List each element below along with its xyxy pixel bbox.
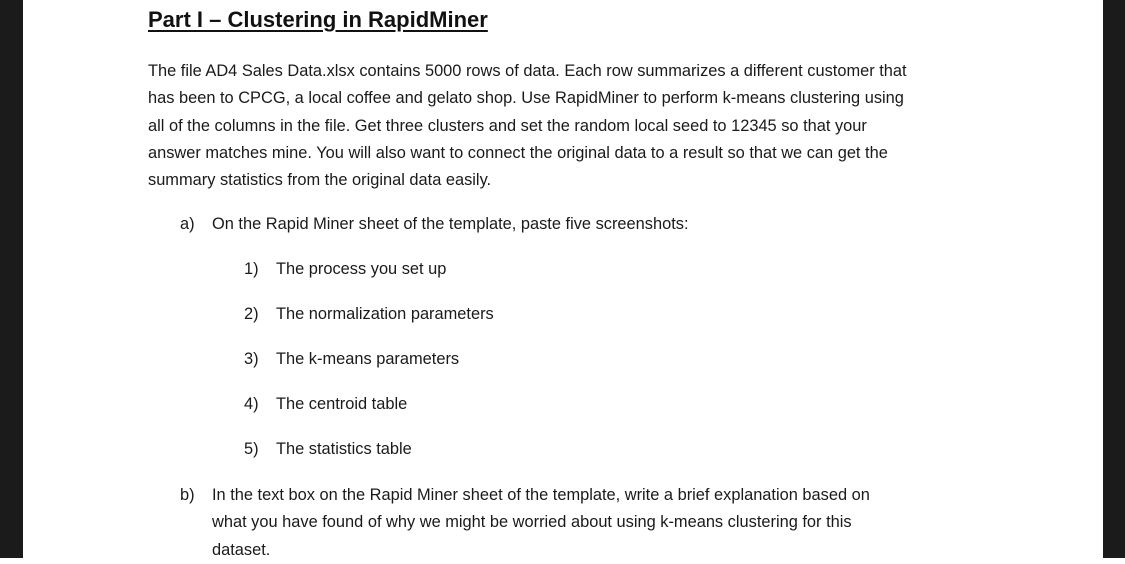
intro-line: has been to CPCG, a local coffee and gelato shop. Use RapidMiner to perform k-means clustering using	[148, 89, 904, 108]
task-line: what you have found of why we might be worried about using k-means clustering for this	[212, 513, 852, 532]
intro-line: summary statistics from the original data easily.	[148, 171, 492, 190]
intro-line: all of the columns in the file. Get three clusters and set the random local seed to 12345 so that your	[148, 116, 867, 135]
subitem-text: The k-means parameters	[276, 350, 460, 368]
subitem-text: The normalization parameters	[276, 305, 494, 323]
subitem-text: The process you set up	[276, 260, 447, 278]
task-line: In the text box on the Rapid Miner sheet of the template, write a brief explanation based on	[212, 486, 870, 504]
subitem-marker: 2)	[244, 305, 259, 323]
task-marker: a)	[180, 215, 195, 233]
task-text	[212, 482, 870, 564]
task-text: On the Rapid Miner sheet of the template, paste five screenshots:	[212, 215, 689, 233]
right-dark-margin	[1103, 0, 1125, 558]
task-line: dataset.	[212, 540, 271, 559]
task-marker: b)	[180, 486, 195, 504]
intro-line: The file AD4 Sales Data.xlsx contains 5000 rows of data. Each row summarizes a different customer that	[148, 62, 907, 80]
section-heading: Part I – Clustering in RapidMiner	[148, 7, 488, 32]
intro-line: answer matches mine. You will also want to connect the original data to a result so that we can get the	[148, 143, 888, 162]
subitem-marker: 1)	[244, 260, 259, 278]
subitem-text: The statistics table	[276, 440, 412, 458]
left-dark-margin	[0, 0, 23, 558]
subitem-marker: 5)	[244, 440, 259, 458]
subitem-marker: 3)	[244, 350, 259, 368]
subitem-text: The centroid table	[276, 395, 408, 413]
subitem-marker: 4)	[244, 395, 259, 413]
intro-paragraph	[148, 58, 978, 194]
